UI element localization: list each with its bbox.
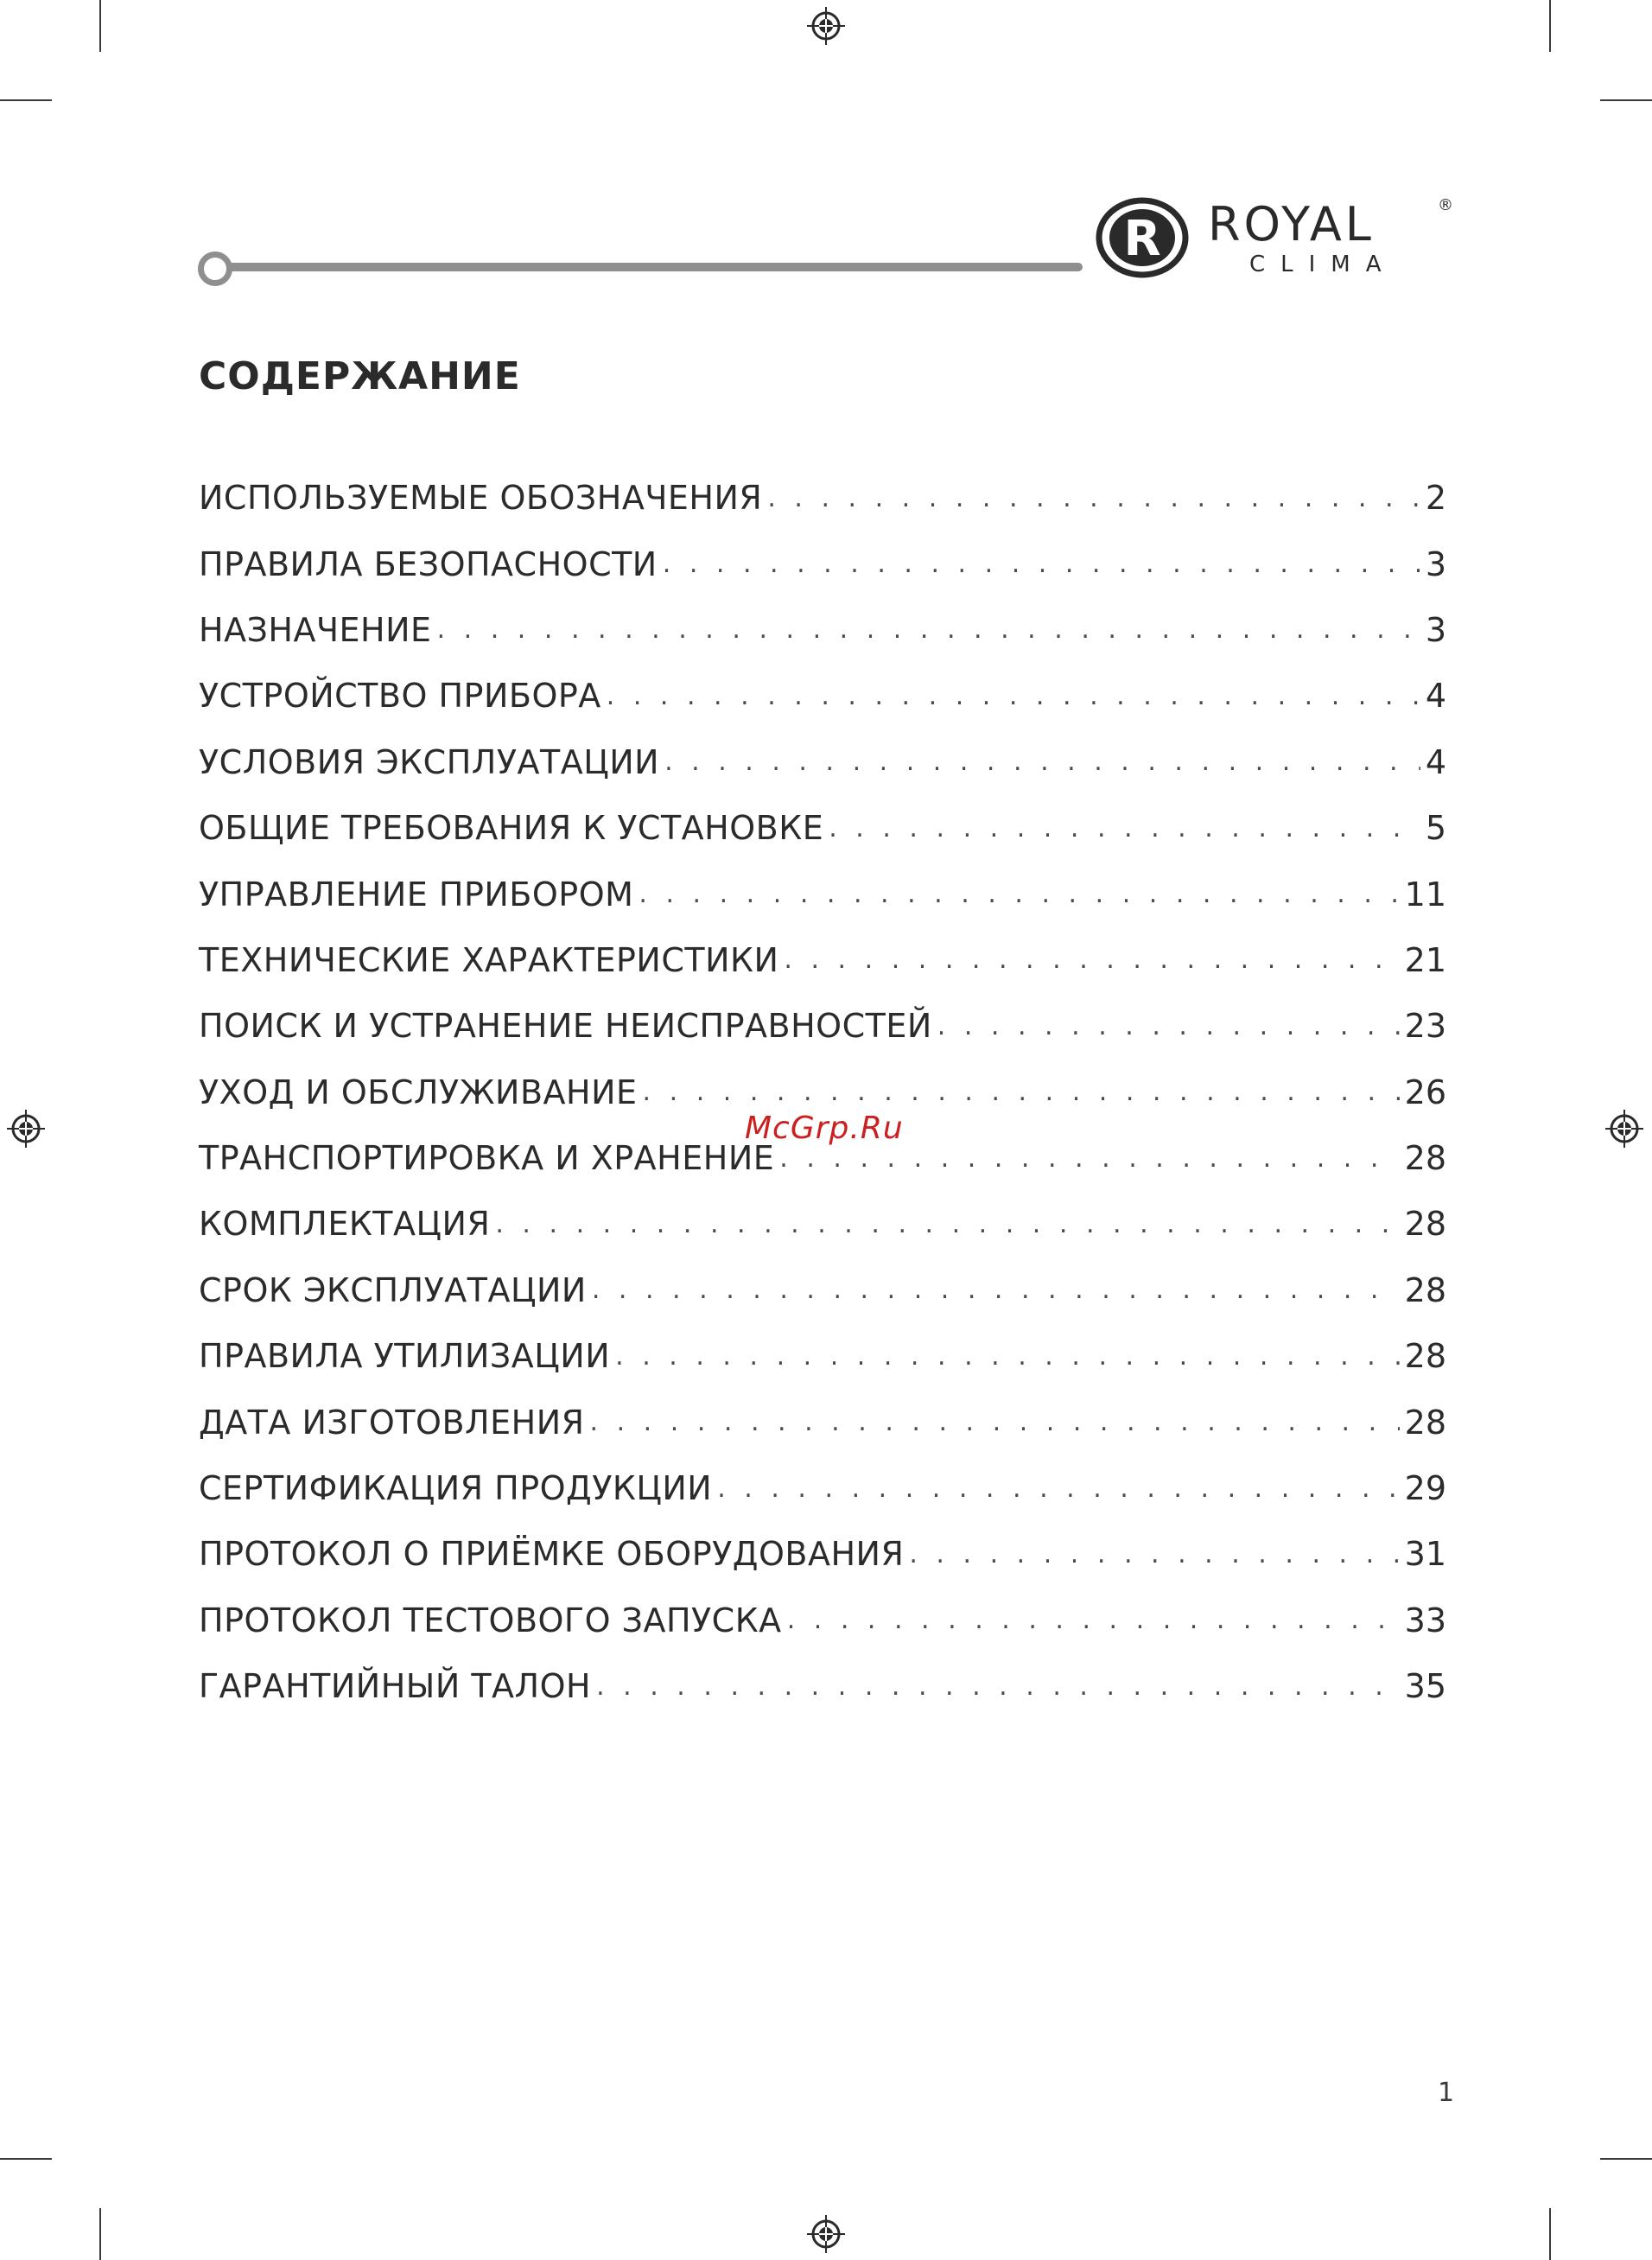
crop-mark-bottom-left [99, 2208, 101, 2260]
brand-name-bottom: CLIMA [1249, 251, 1397, 277]
toc-leader [664, 747, 1420, 777]
toc-entry-label: КОМПЛЕКТАЦИЯ [199, 1205, 491, 1244]
toc-leader [784, 945, 1399, 975]
toc-leader [779, 1143, 1399, 1174]
toc-entry-label: ТРАНСПОРТИРОВКА И ХРАНЕНИЕ [199, 1139, 775, 1178]
toc-entry[interactable] [199, 663, 1446, 729]
crop-mark-bottom-right-h [1600, 2158, 1652, 2160]
toc-leader [663, 549, 1420, 579]
toc-leader [437, 614, 1420, 645]
toc-entry-label: ПОИСК И УСТРАНЕНИЕ НЕИСПРАВНОСТЕЙ [199, 1007, 932, 1046]
toc-entry-page: 3 [1425, 544, 1446, 583]
toc-entry[interactable] [199, 597, 1446, 663]
toc-entry-label: ПРАВИЛА УТИЛИЗАЦИИ [199, 1337, 611, 1376]
toc-entry-label: УХОД И ОБСЛУЖИВАНИЕ [199, 1073, 638, 1111]
toc-entry-label: ПРАВИЛА БЕЗОПАСНОСТИ [199, 544, 658, 583]
registration-mark-bottom-icon [807, 2215, 845, 2253]
toc-entry-page: 26 [1404, 1073, 1446, 1111]
toc-entry-label: ПРОТОКОЛ О ПРИЁМКЕ ОБОРУДОВАНИЯ [199, 1535, 905, 1574]
toc-entry-page: 33 [1404, 1601, 1446, 1639]
toc-leader [787, 1605, 1400, 1635]
toc-entry-page: 29 [1404, 1469, 1446, 1508]
toc-leader [767, 483, 1420, 513]
registration-mark-top-icon [807, 7, 845, 45]
toc-leader [937, 1011, 1400, 1041]
toc-entry-label: УСЛОВИЯ ЭКСПЛУАТАЦИИ [199, 742, 660, 781]
page-number: 1 [1438, 2078, 1455, 2108]
brand-registered-mark: ® [1438, 196, 1453, 214]
crop-mark-bottom-left-h [0, 2158, 52, 2160]
toc-entry[interactable] [199, 993, 1446, 1059]
toc-entry-label: УСТРОЙСТВО ПРИБОРА [199, 677, 601, 716]
table-of-contents [199, 465, 1446, 1719]
toc-entry[interactable] [199, 1521, 1446, 1587]
toc-entry[interactable] [199, 1389, 1446, 1455]
toc-entry-page: 3 [1425, 610, 1446, 649]
toc-entry[interactable] [199, 729, 1446, 795]
crop-mark-top-right [1549, 0, 1551, 52]
registration-mark-left-icon [7, 1110, 45, 1148]
toc-entry-page: 31 [1404, 1535, 1446, 1574]
toc-entry-label: ИСПОЛЬЗУЕМЫЕ ОБОЗНАЧЕНИЯ [199, 479, 763, 518]
toc-entry-label: ОБЩИЕ ТРЕБОВАНИЯ К УСТАНОВКЕ [199, 809, 824, 848]
toc-entry-label: СРОК ЭКСПЛУАТАЦИИ [199, 1270, 587, 1309]
toc-leader [596, 1671, 1400, 1702]
toc-leader [607, 681, 1420, 711]
toc-leader [495, 1209, 1399, 1239]
watermark: McGrp.Ru [745, 1111, 904, 1146]
toc-leader [829, 813, 1420, 844]
toc-entry[interactable] [199, 927, 1446, 993]
logo-letter: R [1123, 211, 1161, 267]
header-rule [210, 263, 1083, 271]
toc-entry[interactable] [199, 1588, 1446, 1653]
page-title: СОДЕРЖАНИЕ [199, 354, 521, 398]
toc-entry-page: 28 [1404, 1270, 1446, 1309]
toc-entry-label: СЕРТИФИКАЦИЯ ПРОДУКЦИИ [199, 1469, 713, 1508]
toc-entry[interactable] [199, 465, 1446, 531]
toc-entry-page: 21 [1404, 940, 1446, 979]
royal-clima-logo-icon [1096, 194, 1191, 281]
toc-leader [590, 1407, 1400, 1437]
toc-leader [643, 1077, 1400, 1107]
header-rule-circle [198, 251, 232, 286]
toc-entry-label: УПРАВЛЕНИЕ ПРИБОРОМ [199, 875, 634, 914]
toc-entry[interactable] [199, 1257, 1446, 1323]
toc-leader [909, 1539, 1399, 1569]
toc-entry[interactable] [199, 1653, 1446, 1719]
toc-entry[interactable] [199, 1191, 1446, 1257]
toc-entry[interactable] [199, 1455, 1446, 1521]
toc-entry-page: 5 [1425, 809, 1446, 848]
toc-entry-page: 4 [1425, 677, 1446, 716]
toc-entry-page: 28 [1404, 1205, 1446, 1244]
toc-entry-page: 11 [1404, 875, 1446, 914]
toc-entry-page: 4 [1425, 742, 1446, 781]
toc-entry-label: ДАТА ИЗГОТОВЛЕНИЯ [199, 1403, 585, 1442]
toc-leader [592, 1275, 1400, 1305]
toc-entry[interactable] [199, 1323, 1446, 1389]
toc-leader [615, 1341, 1400, 1372]
toc-entry-page: 28 [1404, 1403, 1446, 1442]
toc-leader [639, 879, 1399, 909]
toc-entry-page: 35 [1404, 1667, 1446, 1706]
toc-entry-page: 23 [1404, 1007, 1446, 1046]
toc-entry-page: 2 [1425, 479, 1446, 518]
toc-entry[interactable] [199, 531, 1446, 596]
toc-entry-label: ГАРАНТИЙНЫЙ ТАЛОН [199, 1667, 592, 1706]
toc-entry-label: ПРОТОКОЛ ТЕСТОВОГО ЗАПУСКА [199, 1601, 782, 1639]
toc-entry-page: 28 [1404, 1139, 1446, 1178]
crop-mark-top-left [99, 0, 101, 52]
toc-entry-label: ТЕХНИЧЕСКИЕ ХАРАКТЕРИСТИКИ [199, 940, 779, 979]
toc-leader [717, 1474, 1399, 1504]
toc-entry[interactable] [199, 795, 1446, 861]
registration-mark-right-icon [1605, 1110, 1643, 1148]
toc-entry-label: НАЗНАЧЕНИЕ [199, 610, 432, 649]
brand-logo [1096, 194, 1458, 281]
crop-mark-top-right-h [1600, 99, 1652, 101]
brand-name-top: ROYAL [1208, 197, 1375, 251]
crop-mark-bottom-right [1549, 2208, 1551, 2260]
toc-entry-page: 28 [1404, 1337, 1446, 1376]
crop-mark-top-left-h [0, 99, 52, 101]
toc-entry[interactable] [199, 861, 1446, 926]
